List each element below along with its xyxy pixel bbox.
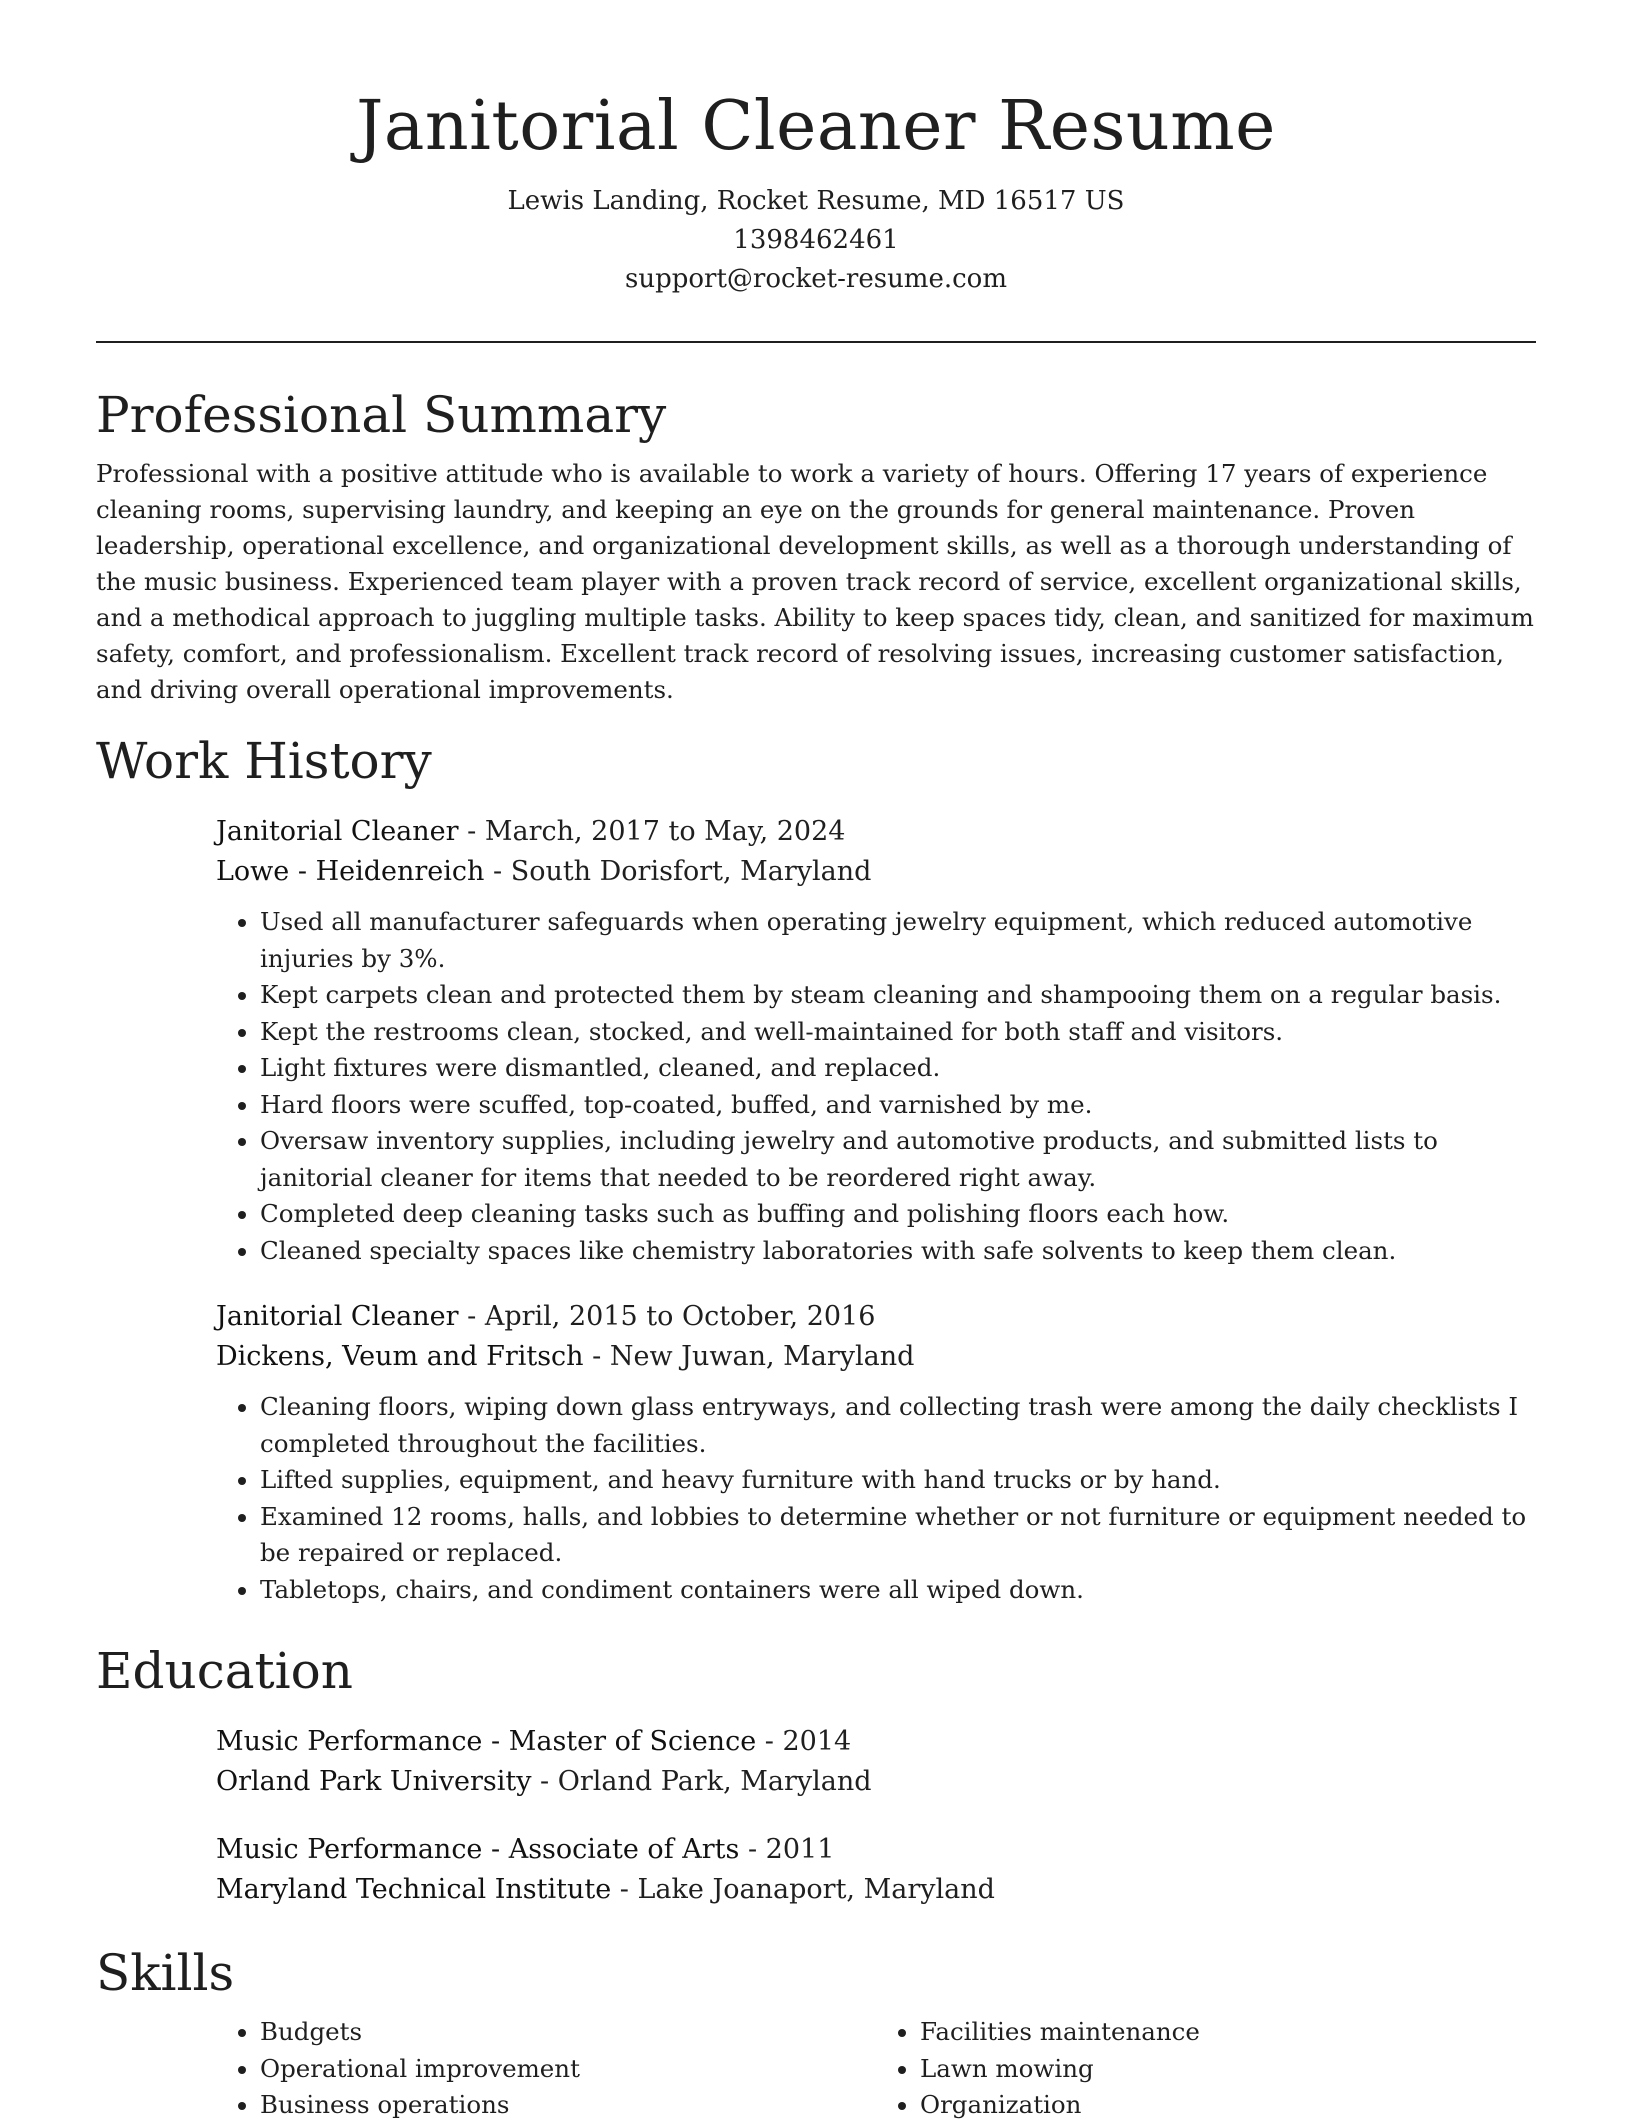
job-bullet: • Cleaned specialty spaces like chemistry laboratories with safe solvents to keep them clean. xyxy=(260,1233,1536,1270)
job-bullet: • Used all manufacturer safeguards when operating jewelry equipment, which reduced automotive injuries by 3%. xyxy=(260,904,1536,977)
job-company: Dickens, Veum and Fritsch xyxy=(216,1341,584,1372)
degree-line xyxy=(216,1722,1536,1762)
work-history-section xyxy=(96,726,1536,1608)
skills-list-left xyxy=(216,2014,876,2124)
school-location: - Orland Park, Maryland xyxy=(531,1766,872,1797)
resume-body xyxy=(96,380,1536,2124)
skill-item: • Facilities maintenance xyxy=(920,2014,1536,2051)
education-entry xyxy=(216,1830,1536,1910)
job-company-line xyxy=(216,852,1536,892)
address: Lewis Landing, Rocket Resume, MD 16517 US xyxy=(507,186,1125,216)
job-bullet: • Cleaning floors, wiping down glass entryways, and collecting trash were among the daily checklists I completed throughout the facilities. xyxy=(260,1389,1536,1462)
skills-heading: Skills xyxy=(96,1944,235,2002)
job-entry xyxy=(216,1297,1536,1608)
job-bullet: • Lifted supplies, equipment, and heavy furniture with hand trucks or by hand. xyxy=(260,1462,1536,1499)
job-company-line xyxy=(216,1337,1536,1377)
header-divider xyxy=(96,341,1536,343)
job-title-line xyxy=(216,812,1536,852)
skills-columns xyxy=(216,2014,1536,2124)
education-entry xyxy=(216,1722,1536,1802)
degree-year: - 2011 xyxy=(739,1834,835,1865)
job-location: - New Juwan, Maryland xyxy=(583,1341,915,1372)
job-dates: - April, 2015 to October, 2016 xyxy=(458,1301,876,1332)
skill-item: • Operational improvement xyxy=(260,2051,876,2088)
job-title: Janitorial Cleaner xyxy=(216,816,459,847)
job-list xyxy=(216,812,1536,1608)
school-location: - Lake Joanaport, Maryland xyxy=(611,1874,995,1905)
job-location: - South Dorisfort, Maryland xyxy=(484,856,872,887)
degree: Music Performance - Master of Science xyxy=(216,1726,757,1757)
summary-text: Professional with a positive attitude who is available to work a variety of hours. Offering 17 years of experience cleaning rooms, supervising laundry, and keeping an eye on the grounds for general maintenance. Proven leadership, operational excellence, and organizational development skills, as well as a thorough understanding of the music business. Experienced team player with a proven track record of service, excellent organizational skills, and a methodical approach to juggling multiple tasks. Ability to keep spaces tidy, clean, and sanitized for maximum safety, comfort, and professionalism. Excellent track record of resolving issues, increasing customer satisfaction, and driving overall operational improvements. xyxy=(96,459,1534,704)
job-bullet: • Examined 12 rooms, halls, and lobbies to determine whether or not furniture or equipment needed to be repaired or replaced. xyxy=(260,1499,1536,1572)
work-history-heading: Work History xyxy=(96,732,432,790)
skills-section xyxy=(96,1938,1536,2124)
job-bullet: • Tabletops, chairs, and condiment containers were all wiped down. xyxy=(260,1572,1536,1609)
job-bullet: • Kept the restrooms clean, stocked, and well-maintained for both staff and visitors. xyxy=(260,1014,1536,1051)
job-entry xyxy=(216,812,1536,1269)
job-bullet: • Hard floors were scuffed, top-coated, buffed, and varnished by me. xyxy=(260,1087,1536,1124)
email: support@rocket-resume.com xyxy=(624,264,1007,294)
job-bullet: • Completed deep cleaning tasks such as buffing and polishing floors each how. xyxy=(260,1196,1536,1233)
skill-item: • Lawn mowing xyxy=(920,2051,1536,2088)
job-bullet: • Kept carpets clean and protected them by steam cleaning and shampooing them on a regular basis. xyxy=(260,977,1536,1014)
skill-item: • Organization xyxy=(920,2087,1536,2124)
job-bullet: • Light fixtures were dismantled, cleaned, and replaced. xyxy=(260,1050,1536,1087)
contact-info xyxy=(0,182,1632,299)
job-bullets xyxy=(216,1389,1536,1608)
education-list xyxy=(216,1722,1536,1910)
phone: 1398462461 xyxy=(733,225,899,255)
degree-line xyxy=(216,1830,1536,1870)
job-company: Lowe - Heidenreich xyxy=(216,856,485,887)
summary-heading: Professional Summary xyxy=(96,386,667,444)
job-bullet: • Oversaw inventory supplies, including jewelry and automotive products, and submitted lists to janitorial cleaner for items that needed to be reordered right away. xyxy=(260,1123,1536,1196)
skill-item: • Budgets xyxy=(260,2014,876,2051)
school-line xyxy=(216,1762,1536,1802)
job-title-line xyxy=(216,1297,1536,1337)
job-title: Janitorial Cleaner xyxy=(216,1301,459,1332)
skills-list-right xyxy=(876,2014,1536,2124)
school: Orland Park University xyxy=(216,1766,532,1797)
degree: Music Performance - Associate of Arts xyxy=(216,1834,740,1865)
job-dates: - March, 2017 to May, 2024 xyxy=(458,816,846,847)
resume-title: Janitorial Cleaner Resume xyxy=(356,87,1276,166)
education-heading: Education xyxy=(96,1642,353,1700)
resume-header xyxy=(0,0,1632,299)
job-bullets xyxy=(216,904,1536,1269)
summary-section xyxy=(96,380,1536,708)
school: Maryland Technical Institute xyxy=(216,1874,612,1905)
skill-item: • Business operations xyxy=(260,2087,876,2124)
school-line xyxy=(216,1870,1536,1910)
degree-year: - 2014 xyxy=(756,1726,852,1757)
education-section xyxy=(96,1636,1536,1910)
